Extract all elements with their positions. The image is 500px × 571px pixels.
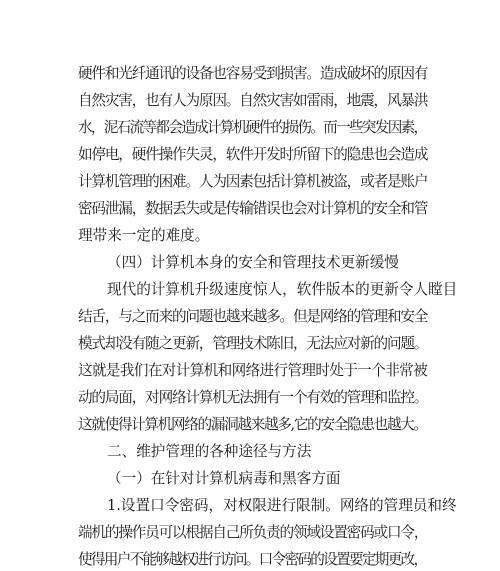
body-text-line: 端机的操作员可以根据自己所负责的领域设置密码或口令， bbox=[78, 524, 428, 541]
body-text-line: 如停电，硬件操作失灵，软件开发时所留下的隐患也会造成 bbox=[78, 146, 428, 163]
body-text-line: 这就使得计算机网络的漏洞越来越多,它的安全隐患也越大。 bbox=[78, 416, 427, 433]
body-text-line: 现代的计算机升级速度惊人，软件版本的更新令人瞠目 bbox=[107, 281, 458, 298]
body-text-line: 计算机管理的困难。人为因素包括计算机被盗，或者是账户 bbox=[78, 173, 428, 190]
section-heading: 二、维护管理的各种途径与方法 bbox=[107, 443, 312, 460]
subsection-heading: （一）在针对计算机病毒和黑客方面 bbox=[107, 470, 341, 487]
body-text-line: 动的局面，对网络计算机无法拥有一个有效的管理和监控。 bbox=[78, 389, 428, 406]
body-text-line: 结舌，与之而来的问题也越来越多。但是网络的管理和安全 bbox=[78, 308, 428, 325]
body-text-line: 水，泥石流等都会造成计算机硬件的损伤。而一些突发因素， bbox=[78, 119, 427, 136]
body-text-line: 理带来一定的难度。 bbox=[78, 227, 210, 244]
body-text-line: 这就是我们在对计算机和网络进行管理时处于一个非常被 bbox=[78, 362, 428, 379]
body-text-line: 模式却没有随之更新，管理技术陈旧，无法应对新的问题。 bbox=[78, 335, 428, 352]
body-text-line: 1.设置口令密码，对权限进行限制。网络的管理员和终 bbox=[107, 497, 457, 514]
body-text-line: 硬件和光纤通讯的设备也容易受到损害。造成破坏的原因有 bbox=[78, 65, 428, 82]
body-text-line: 使得用户不能够越权进行访问。口令密码的设置要定期更改， bbox=[78, 551, 427, 568]
section-heading: （四）计算机本身的安全和管理技术更新缓慢 bbox=[107, 254, 399, 271]
body-text-line: 自然灾害，也有人为原因。自然灾害如雷雨，地震，风暴洪 bbox=[78, 92, 428, 109]
body-text-line: 密码泄漏，数据丢失或是传输错误也会对计算机的安全和管 bbox=[78, 200, 428, 217]
